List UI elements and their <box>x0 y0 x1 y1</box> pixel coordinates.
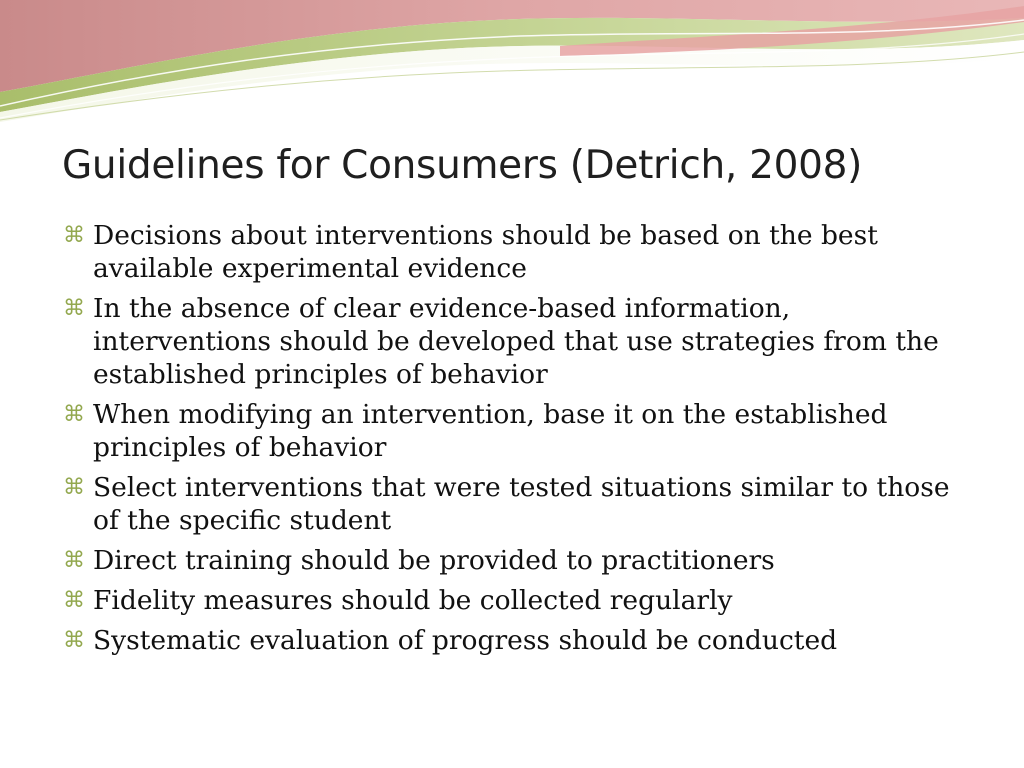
bullet-item <box>63 584 968 617</box>
bullet-item <box>63 471 968 537</box>
place-of-interest-icon: ⌘ <box>63 296 85 321</box>
bullet-item <box>63 292 968 391</box>
bullet-item <box>63 398 968 464</box>
place-of-interest-icon: ⌘ <box>63 588 85 613</box>
bullet-text: In the absence of clear evidence-based information, interventions should be developed that use strategies from the established principles of behavior <box>93 293 939 390</box>
bullet-text: Fidelity measures should be collected regularly <box>93 585 733 616</box>
place-of-interest-icon: ⌘ <box>63 548 85 573</box>
place-of-interest-icon: ⌘ <box>63 402 85 427</box>
bullet-text: Direct training should be provided to practitioners <box>93 545 775 576</box>
place-of-interest-icon: ⌘ <box>63 475 85 500</box>
bullet-list <box>63 219 968 664</box>
place-of-interest-icon: ⌘ <box>63 628 85 653</box>
bullet-text: When modifying an intervention, base it on the established principles of behavior <box>93 399 888 463</box>
bullet-item <box>63 219 968 285</box>
bullet-text: Systematic evaluation of progress should be conducted <box>93 625 838 656</box>
place-of-interest-icon: ⌘ <box>63 223 85 248</box>
bullet-text: Decisions about interventions should be based on the best available experimental evidence <box>93 220 878 284</box>
header-swoosh-decoration <box>0 0 1024 130</box>
slide-title: Guidelines for Consumers (Detrich, 2008) <box>62 143 863 188</box>
bullet-item <box>63 624 968 657</box>
bullet-text: Select interventions that were tested situations similar to those of the specific student <box>93 472 950 536</box>
bullet-item <box>63 544 968 577</box>
